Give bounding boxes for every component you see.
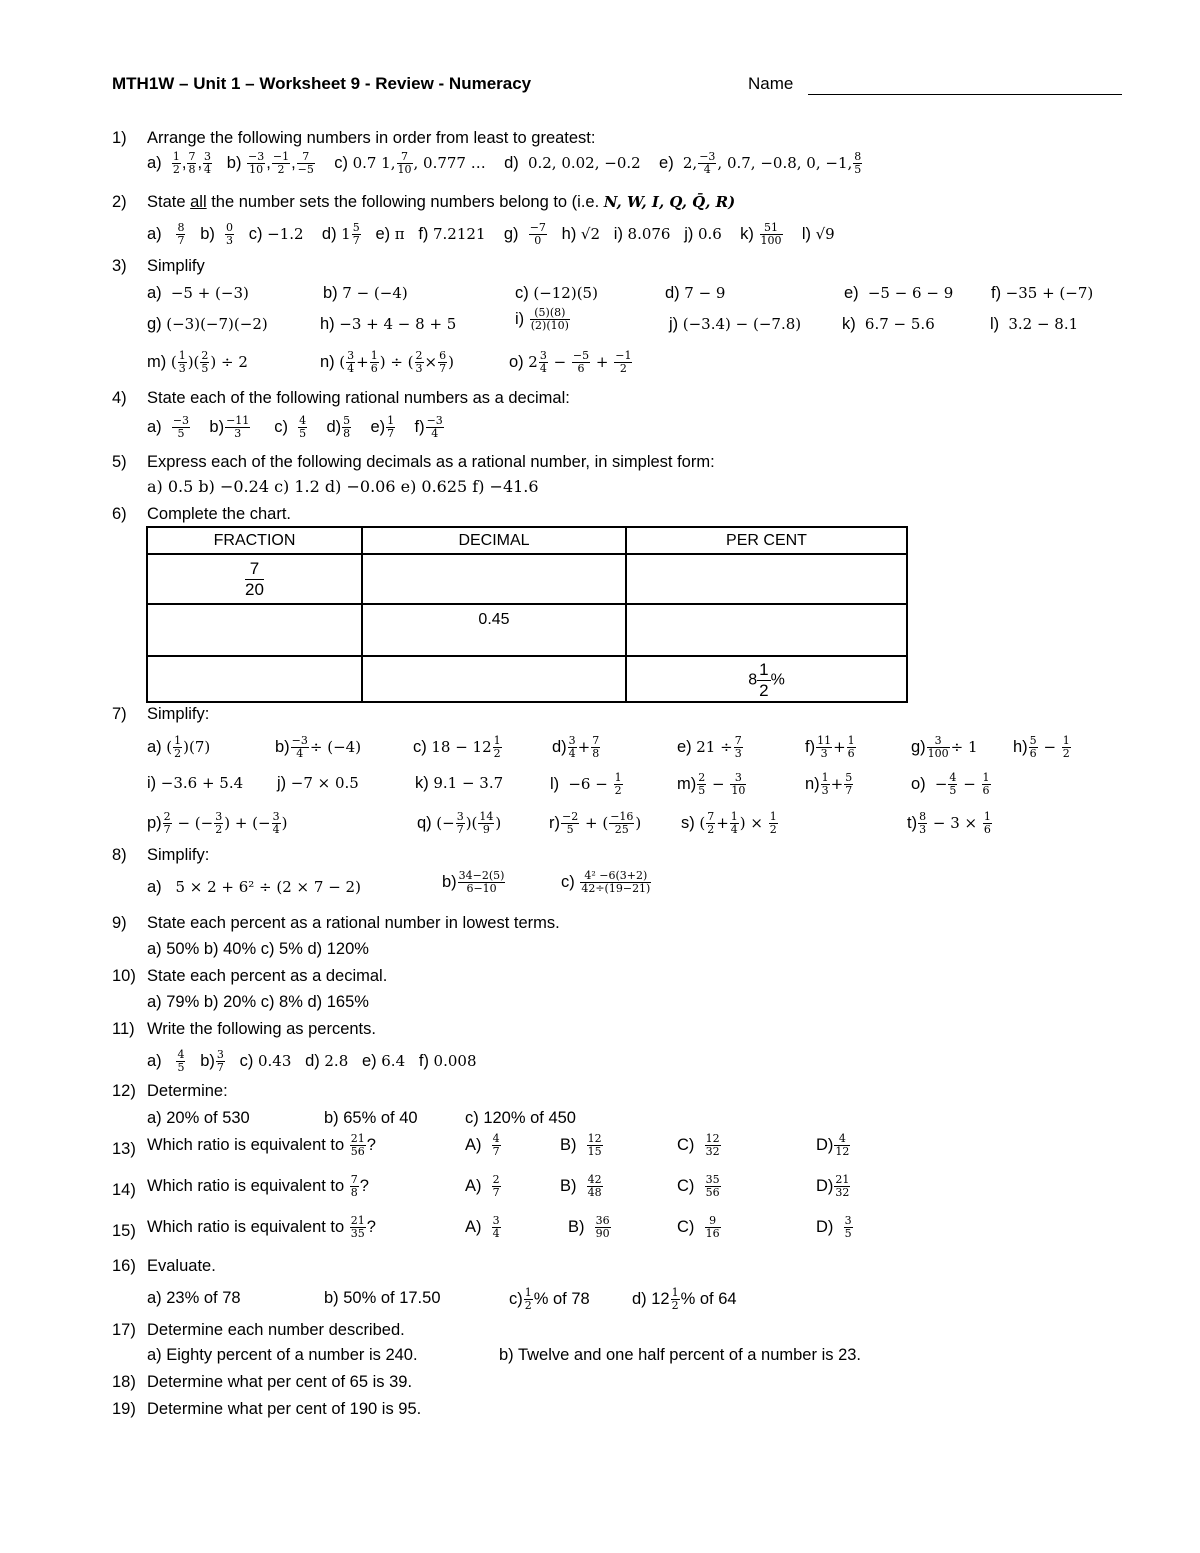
chart-cell-fraction [147,554,362,604]
q2-number-sets: N, W, I, Q, Q̄, R) [603,193,736,211]
chart-header-decimal: DECIMAL [362,527,626,554]
q17-item-a: a) Eighty percent of a number is 240. [147,1346,418,1364]
question-4-number: 4) [112,389,127,407]
question-18-number: 18) [112,1373,136,1391]
question-4-items: a) $\frac{-3}{5}$ b) $\frac{-11}{3}$ c) $\frac{4}{5}$ d) $\frac{5}{8}$ e) $\frac{1}{7}$ f) $\frac{-3}{4}$ [147,414,443,440]
question-18-text: Determine what per cent of 65 is 39. [147,1373,413,1391]
question-9-number: 9) [112,914,127,932]
chart-header-percent: PER CENT [626,527,907,554]
conversion-chart [146,526,908,703]
question-12-text: Determine: [147,1082,228,1100]
chart-cell-percent-blank[interactable] [626,554,907,604]
question-5-number: 5) [112,453,127,471]
question-17-text: Determine each number described. [147,1321,405,1339]
question-2-number: 2) [112,193,127,211]
chart-cell-fraction-blank[interactable] [147,656,362,702]
question-3-text: Simplify [147,257,205,275]
q15-text: Which ratio is equivalent to [147,1217,349,1236]
question-19-text: Determine what per cent of 190 is 95. [147,1400,422,1418]
fraction-numerator: 7 [245,559,264,580]
question-4-text: State each of the following rational numbers as a decimal: [147,389,570,407]
q2-text-a: State [147,193,191,211]
question-15-number: 15) [112,1222,136,1240]
percent-numerator: 1 [759,660,769,679]
question-3-number: 3) [112,257,127,275]
question-16-text: Evaluate. [147,1257,216,1275]
question-19-number: 19) [112,1400,136,1418]
chart-cell-decimal-blank[interactable] [362,656,626,702]
chart-row [147,604,907,656]
question-16-number: 16) [112,1257,136,1275]
question-5-items: a) 0.5 b) −0.24 c) 1.2 d) −0.06 e) 0.625 f) −41.6 [147,477,539,496]
question-7-text: Simplify: [147,705,210,723]
q2-text-b: the number sets the following numbers belong to (i.e. [206,193,604,211]
percent-sign: % [770,671,785,689]
question-9-items: a) 50% b) 40% c) 5% d) 120% [147,940,369,958]
question-7-number: 7) [112,705,127,723]
name-label: Name [748,74,794,93]
question-6-text: Complete the chart. [147,505,291,523]
chart-row [147,554,907,604]
question-1-number: 1) [112,129,127,147]
chart-header-fraction: FRACTION [147,527,362,554]
worksheet-title: MTH1W – Unit 1 – Worksheet 9 - Review - Numeracy [112,74,532,93]
chart-cell-decimal: 0.45 [362,604,626,656]
question-11-items: a) $\frac{4}{5}$ b) $\frac{3}{7}$ c) 0.43 d) 2.8 e) 6.4 f) 0.008 [147,1048,477,1074]
question-11-text: Write the following as percents. [147,1020,376,1038]
question-10-text: State each percent as a decimal. [147,967,388,985]
q2-text-all: all [190,193,207,211]
percent-whole: 8 [748,671,758,689]
chart-cell-percent [626,656,907,702]
worksheet-header [112,74,1122,100]
question-17-number: 17) [112,1321,136,1339]
chart-cell-decimal-blank[interactable] [362,554,626,604]
question-1-items: a) $\frac{1}{2}$ , $\frac{7}{8}$ , $\frac{3}{4}$ b) $\frac{-3}{10}$ , $\frac{-1}{2}$ , $\frac{7}{-5}$ c) 0.7 1, $\frac{7}{10}$ , 0.777 … d) 0.2, 0.02, −0.2 e) 2, $\frac{-3}{4}$ , 0.7, −0.8, 0, −1, $\frac{8}{5}$ [147,150,862,176]
question-6-number: 6) [112,505,127,523]
worksheet-page: MTH1W – Unit 1 – Worksheet 9 - Review - Numeracy Name 1) Arrange the following numbers in order from least to greatest: a) $\frac{1}{2}$ , $\frac{7}{8}$ , $\frac{3}{4}$ b) $\frac{-3}{10}$ , $\frac{-1}{2}$ , $\frac{7}{-5}$ c) 0.7 1, $\frac{7}{10}$ , 0.777 … d) 0.2, 0.02, −0.2 e) 2, $\frac{-3}{4}$ , 0.7, −0.8, 0, −1, $\frac{8}{5}$ 2) State all the number sets the following numbers belong to (i.e. N, W, I, Q, Q̄, R) a) $\frac{8}{7}$ b) $\frac{0}{3}$ c) −1.2 d) 1 $\frac{5}{7}$ e) π f) 7.2121 g) $\frac{-7}{0}$ h) √2 i) 8.076 j) 0.6 k) $\frac{51}{100}$ l) √9 3) Simplify a) −5 + (−3) b) 7 − (−4) c) (−12)(5) d) 7 − 9 e) −5 − 6 − 9 f) −35 + (−7) g) (−3)(−7)(−2) h) −3 + 4 − 8 + 5 i) $\frac{(5)(8)}{(2)(10)}$ j) (−3.4) − (−7.8) k) 6.7 − 5.6 l) 3.2 − 8.1 m) ( $\frac{1}{3}$ )( $\frac{2}{5}$ ) ÷ 2 n) ( $\frac{3}{4}$ + $\frac{1}{6}$ ) ÷ ( $\frac{2}{3}$ × $\frac{6}{7}$ ) o) 2 $\frac{3}{4}$ − $\frac{-5}{6}$ + $\frac{-1}{2}$ 4) State each of the following rational numbers as a decimal: a) $\frac{-3}{5}$ b) $\frac{-11}{3}$ c) $\frac{4}{5}$ d) $\frac{5}{8}$ e) $\frac{1}{7}$ f) $\frac{-3}{4}$ 5) Express each of the following decimals as a rational number, in simplest form: a) 0.5 b) −0.24 c) 1.2 d) −0.06 e) 0.625 f) −41.6 6) Complete the chart. FRACTION DECIMAL PER CENT $\frac{7}{20}$ 0.45 8 $\frac{1}{2}\%$ 7) Simplify: a) ( $\frac{1}{2}$ )(7) b) $\frac{-3}{4}$ ÷ (−4) c) 18 − 12 $\frac{1}{2}$ d) $\frac{3}{4}$ + $\frac{7}{8}$ e) 21 ÷ $\frac{7}{3}$ f) $\frac{11}{3}$ + $\frac{1}{6}$ g) $\frac{3}{100}$ ÷ 1 h) $\frac{5}{6}$ − $\frac{1}{2}$ i) −3.6 + 5.4 j) −7 × 0.5 k) 9.1 − 3.7 l) −6 − $\frac{1}{2}$ m) $\frac{2}{5}$ − $\frac{3}{10}$ n) $\frac{1}{3}$ + $\frac{5}{7}$ o) − $\frac{4}{5}$ − $\frac{1}{6}$ p) $\frac{2}{7}$ − (− $\frac{3}{2}$ ) + (− $\frac{3}{4}$ ) q) (− $\frac{3}{7}$ )( $\frac{14}{9}$ ) r) $\frac{-2}{5}$ + ( $\frac{-16}{25}$ ) s) ( $\frac{7}{2}$ + $\frac{1}{4}$ ) × $\frac{1}{2}$ t) $\frac{8}{3}$ − 3 × $\frac{1}{6}$ 8) Simplify: a) 5 × 2 + 6² ÷ (2 × 7 − 2) b) $\frac{34-2(5)}{6-10}$ c) $\frac{\text{4² −6(3+2)}}{42\div(19-21)}$ 9) State each percent as a rational number in lowest terms. a) 50% b) 40% c) 5% d) 120% 10) State each percent as a decimal. a) 79% b) 20% c) 8% d) 165% 11) Write the following as percents. a) $\frac{4}{5}$ b) $\frac{3}{7}$ c) 0.43 d) 2.8 e) 6.4 f) 0.008 12) Determine: a) 20% of 530 b) 65% of 40 c) 120% of 450 13) Which ratio is equivalent to $\frac{21}{56}$ ? A) $\frac{4}{7}$ B) $\frac{12}{15}$ C) $\frac{12}{32}$ D) $\frac{4}{12}$ 14) Which ratio is equivalent to $\frac{7}{8}$ ? A) $\frac{2}{7}$ B) $\frac{42}{48}$ C) $\frac{35}{56}$ D) $\frac{21}{32}$ 15) Which ratio is equivalent to $\frac{21}{35}$ ? A) $\frac{3}{4}$ B) $\frac{36}{90}$ C) $\frac{9}{16}$ D) $\frac{3}{5}$ 16) Evaluate. a) 23% of 78 b) 50% of 17.50 c) $\frac{1}{2}$ % of 78 d) 12 $\frac{1}{2}$ % of 64 17) Determine each number described. a) Eighty percent of a number is 240. b) Twelve and one half percent of a number is 23. 18) Determine what per cent of 65 is 39. 19) Determine what per cent of 190 is 95. [0,0,1200,1553]
q12-item-a: a) 20% of 530 [147,1109,250,1127]
question-2-text [147,192,735,212]
question-10-number: 10) [112,967,136,985]
q16-item-a: a) 23% of 78 [147,1289,241,1307]
chart-cell-fraction-blank[interactable] [147,604,362,656]
question-2-items: a) $\frac{8}{7}$ b) $\frac{0}{3}$ c) −1.2 d) 1 $\frac{5}{7}$ e) π f) 7.2121 g) $\frac{-7}{0}$ h) √2 i) 8.076 j) 0.6 k) $\frac{51}{100}$ l) √9 [147,221,835,247]
fraction-value [245,559,264,600]
q16-item-b: b) 50% of 17.50 [324,1289,441,1307]
question-13-number: 13) [112,1140,136,1158]
question-14-number: 14) [112,1181,136,1199]
question-12-number: 12) [112,1082,136,1100]
q12-item-c: c) 120% of 450 [465,1109,576,1127]
question-8-number: 8) [112,846,127,864]
question-5-text: Express each of the following decimals as a rational number, in simplest form: [147,453,715,471]
question-1-text: Arrange the following numbers in order from least to greatest: [147,129,596,147]
name-line [808,94,1122,95]
q13-text: Which ratio is equivalent to [147,1135,349,1154]
percent-denominator: 2 [759,681,769,700]
question-10-items: a) 79% b) 20% c) 8% d) 165% [147,993,369,1011]
chart-cell-percent-blank[interactable] [626,604,907,656]
q17-item-b: b) Twelve and one half percent of a number is 23. [499,1346,862,1364]
chart-header-row [147,527,907,554]
q12-item-b: b) 65% of 40 [324,1109,418,1127]
question-8-text: Simplify: [147,846,210,864]
q14-text: Which ratio is equivalent to [147,1176,349,1195]
question-11-number: 11) [112,1020,135,1038]
question-9-text: State each percent as a rational number in lowest terms. [147,914,560,932]
fraction-denominator: 20 [245,579,264,599]
chart-row [147,656,907,702]
